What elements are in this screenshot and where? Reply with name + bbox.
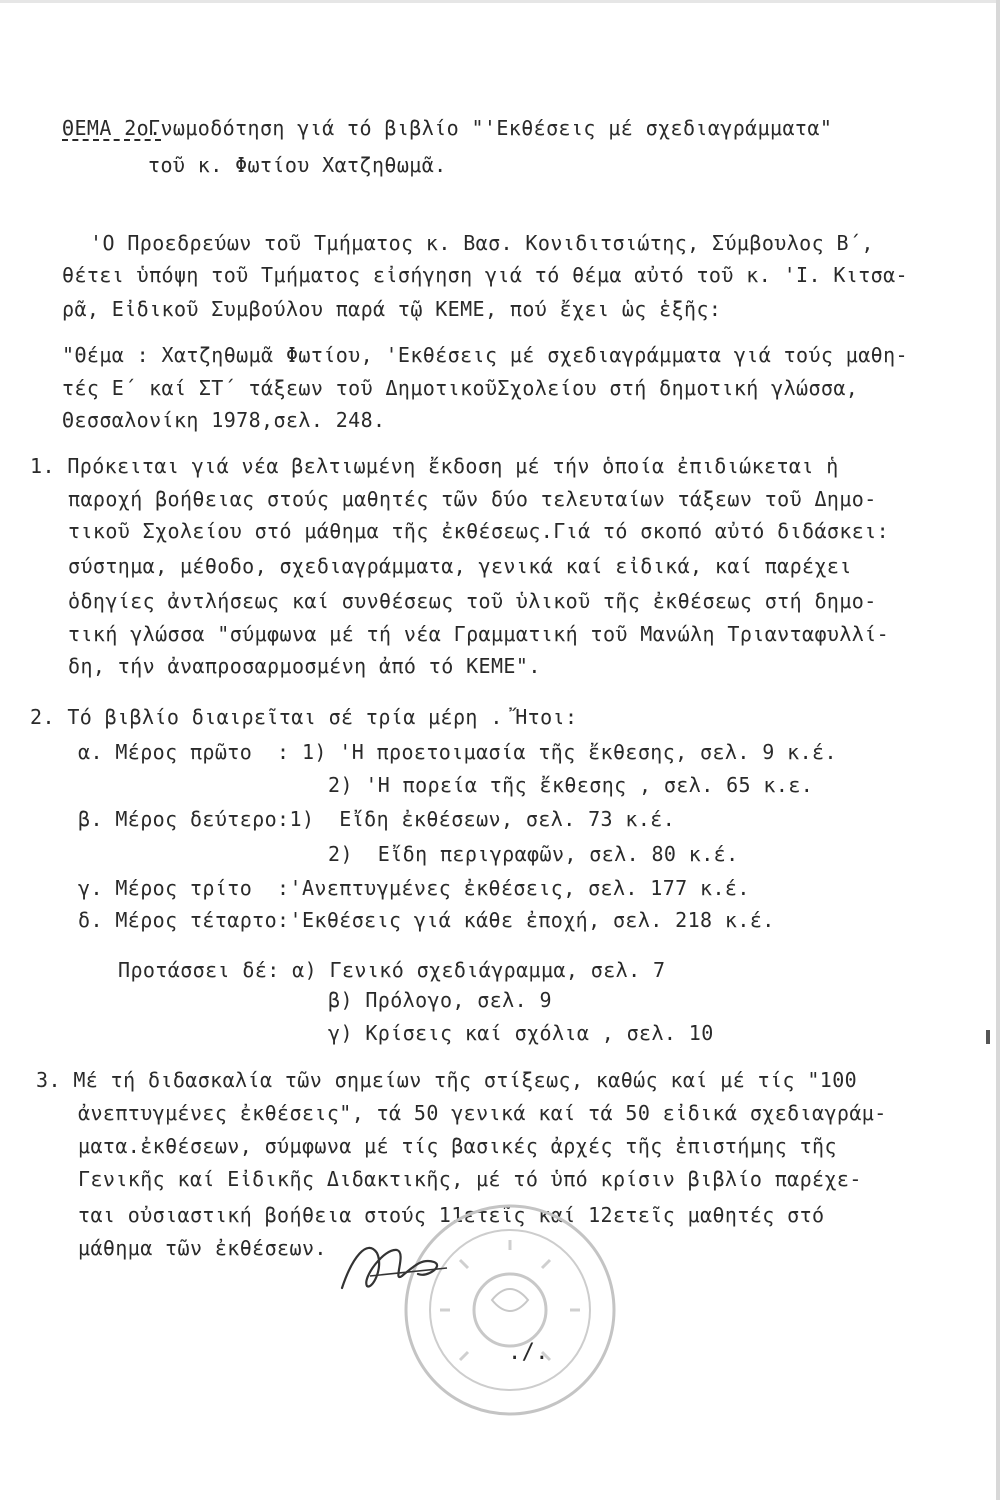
- point3-line: 3. Μέ τή διδασκαλία τῶν σημείων τῆς στίξεως, καθώς καί μέ τίς "100: [36, 1068, 858, 1092]
- point1-line: δη, τήν ἀναπροσαρμοσμένη ἀπό τό ΚΕΜΕ".: [68, 654, 541, 678]
- point1-line: παροχή βοήθειας στούς μαθητές τῶν δύο τελευταίων τάξεων τοῦ Δημο-: [68, 487, 877, 511]
- point1-line: σύστημα, μέθοδο, σχεδιαγράμματα, γενικά καί εἰδικά, καί παρέχει: [68, 554, 852, 578]
- point2-preface: γ) Κρίσεις καί σχόλια , σελ. 10: [328, 1021, 714, 1045]
- point1-line: τική γλώσσα "σύμφωνα μέ τή νέα Γραμματική τοῦ Μανώλη Τριανταφυλλί-: [68, 622, 890, 646]
- point2-part: α. Μέρος πρῶτο : 1) 'Η προετοιμασία τῆς ἔκθεσης, σελ. 9 κ.έ.: [78, 740, 837, 764]
- heading-title-line1: Γνωμοδότηση γιά τό βιβλίο "'Εκθέσεις μέ σχεδιαγράμματα": [148, 116, 833, 140]
- point2-part: γ. Μέρος τρίτο :'Ανεπτυγμένες ἐκθέσεις, σελ. 177 κ.έ.: [78, 876, 750, 900]
- heading-label: ΘΕΜΑ 2ο.: [62, 116, 162, 140]
- point2-part: β. Μέρος δεύτερο:1) Εἴδη ἐκθέσεων, σελ. 73 κ.έ.: [78, 807, 676, 831]
- theme-line: Θεσσαλονίκη 1978,σελ. 248.: [62, 408, 386, 432]
- page-right-edge: [996, 0, 1000, 1500]
- heading-title-line2: τοῦ κ. Φωτίου Χατζηθωμᾶ.: [148, 153, 447, 177]
- point2-preface: Προτάσσει δέ: α) Γενικό σχεδιάγραμμα, σελ. 7: [118, 958, 666, 982]
- page-top-edge: [0, 0, 1000, 3]
- point2-preface: β) Πρόλογο, σελ. 9: [328, 988, 552, 1012]
- margin-tick: [986, 1030, 990, 1044]
- point3-line: ται οὐσιαστική βοήθεια στούς 11ετεῖς καί 12ετεῖς μαθητές στό: [78, 1203, 825, 1227]
- theme-line: "Θέμα : Χατζηθωμᾶ Φωτίου, 'Εκθέσεις μέ σχεδιαγράμματα γιά τούς μαθη-: [62, 343, 908, 367]
- intro-line: θέτει ὑπόψη τοῦ Τμήματος εἰσήγηση γιά τό θέμα αὐτό τοῦ κ. 'Ι. Κιτσα-: [62, 263, 908, 287]
- intro-line: 'Ο Προεδρεύων τοῦ Τμήματος κ. Βασ. Κονιδιτσιώτης, Σύμβουλος Β΄,: [90, 231, 874, 255]
- point3-line: μάθημα τῶν ἐκθέσεων.: [78, 1236, 327, 1260]
- point2-part: 2) Εἴδη περιγραφῶν, σελ. 80 κ.έ.: [328, 842, 739, 866]
- theme-line: τές Ε΄ καί ΣΤ΄ τάξεων τοῦ ΔημοτικοῦΣχολείου στή δημοτική γλώσσα,: [62, 376, 859, 400]
- point2-part: 2) 'Η πορεία τῆς ἔκθεσης , σελ. 65 κ.ε.: [328, 773, 814, 797]
- continuation-mark: ./.: [508, 1340, 549, 1365]
- point1-line: ὁδηγίες ἀντλήσεως καί συνθέσεως τοῦ ὑλικοῦ τῆς ἐκθέσεως στή δημο-: [68, 589, 877, 613]
- point2-intro: 2. Τό βιβλίο διαιρεῖται σέ τρία μέρη . Ἤτοι:: [30, 705, 578, 729]
- point3-line: ἀνεπτυγμένες ἐκθέσεις", τά 50 γενικά καί τά 50 εἰδικά σχεδιαγράμ-: [78, 1101, 887, 1125]
- point1-line: τικοῦ Σχολείου στό μάθημα τῆς ἐκθέσεως.Γιά τό σκοπό αὐτό διδάσκει:: [68, 519, 890, 543]
- signature-icon: [322, 1228, 462, 1308]
- point3-line: ματα.ἐκθέσεων, σύμφωνα μέ τίς βασικές ἀρχές τῆς ἐπιστήμης τῆς: [78, 1134, 837, 1158]
- point1-line: 1. Πρόκειται γιά νέα βελτιωμένη ἔκδοση μέ τήν ὁποία ἐπιδιώκεται ἡ: [30, 454, 839, 478]
- intro-line: ρᾶ, Εἰδικοῦ Συμβούλου παρά τῷ ΚΕΜΕ, πού ἔχει ὡς ἑξῆς:: [62, 297, 722, 321]
- point3-line: Γενικῆς καί Εἰδικῆς Διδακτικῆς, μέ τό ὑπό κρίσιν βιβλίο παρέχε-: [78, 1167, 862, 1191]
- point2-part: δ. Μέρος τέταρτο:'Εκθέσεις γιά κάθε ἐποχή, σελ. 218 κ.έ.: [78, 908, 775, 932]
